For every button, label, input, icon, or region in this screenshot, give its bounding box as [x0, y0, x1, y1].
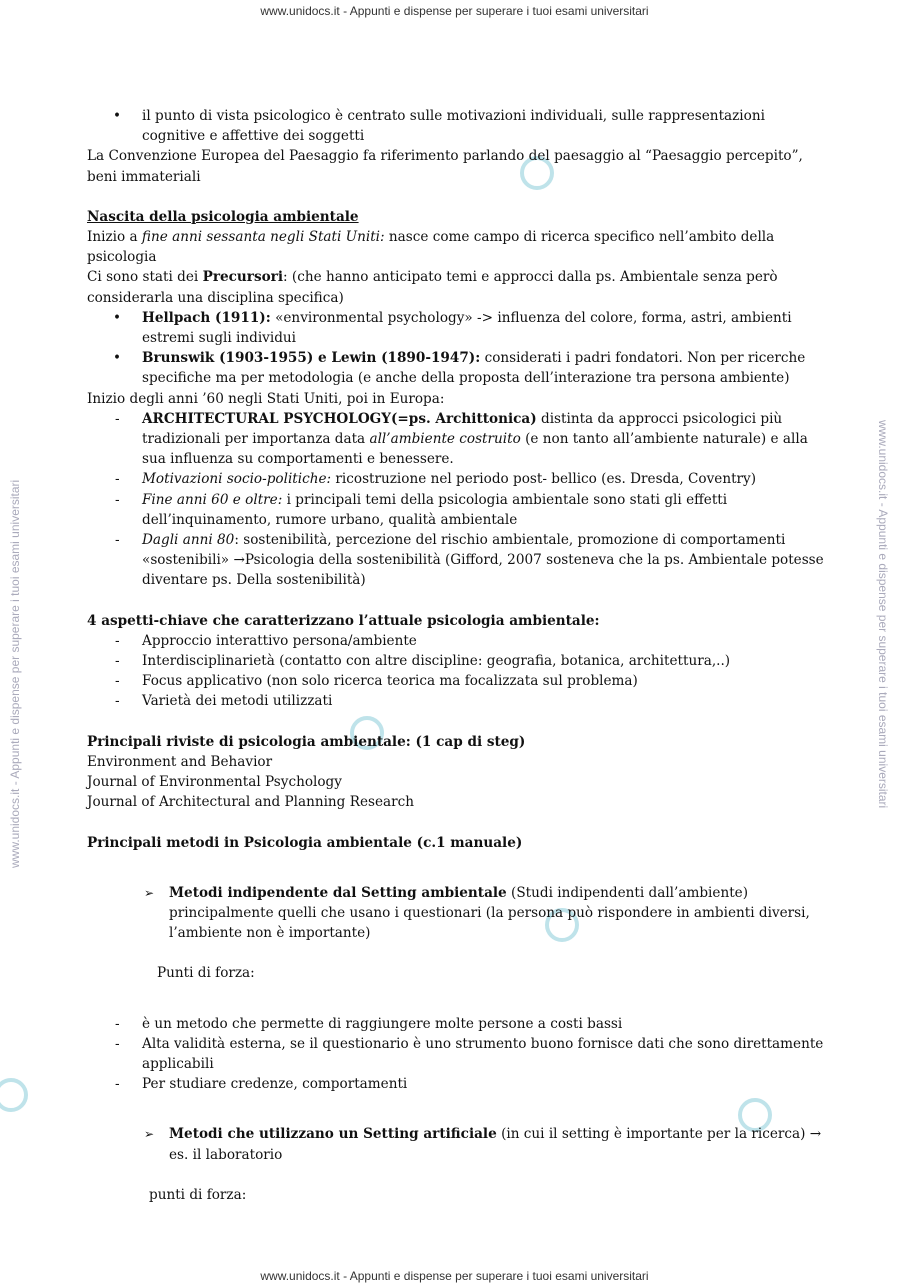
- section-heading: Principali riviste di psicologia ambientale: (1 cap di steg): [87, 733, 526, 750]
- methods-list-1: [87, 883, 827, 944]
- list-item: - Interdisciplinarietà (contatto con altre discipline: geografia, botanica, architettura,..): [87, 651, 827, 671]
- paragraph: Inizio a fine anni sessanta negli Stati Uniti: nasce come campo di ricerca specifico nell’ambito della psicologia: [87, 229, 775, 266]
- section-heading: Nascita della psicologia ambientale: [87, 208, 359, 225]
- aspects-list: [87, 631, 827, 712]
- strengths-list: [87, 1014, 827, 1095]
- journal-item: Environment and Behavior: [87, 753, 273, 770]
- methods-list-2: [87, 1124, 827, 1164]
- journal-item: Journal of Architectural and Planning Research: [87, 794, 414, 811]
- paragraph: Ci sono stati dei Precursori: (che hanno anticipato temi e approcci dalla ps. Ambientale senza però considerarla una disciplina specifica): [87, 269, 778, 306]
- journal-item: Journal of Environmental Psychology: [87, 774, 342, 791]
- list-item: ➢ Metodi indipendente dal Setting ambientale (Studi indipendenti dall’ambiente) principalmente quelli che usano i questionari (la persona può rispondere in ambienti diversi, l’ambiente non è importante): [87, 883, 827, 944]
- list-item: - Dagli anni 80: sostenibilità, percezione del rischio ambientale, promozione di comportamenti «sostenibili» →Psicologia della sostenibilità (Gifford, 2007 sosteneva che la ps. Ambientale potesse diventare ps. Della sostenibilità): [87, 530, 827, 591]
- right-watermark: www.unidocs.it - Appunti e dispense per superare i tuoi esami universitari: [876, 420, 890, 809]
- paragraph: Punti di forza:: [157, 965, 255, 982]
- list-item: - Alta validità esterna, se il questionario è uno strumento buono fornisce dati che sono direttamente applicabili: [87, 1034, 827, 1074]
- paragraph: La Convenzione Europea del Paesaggio fa riferimento parlando del paesaggio al “Paesaggio percepito”, beni immateriali: [87, 148, 803, 185]
- list-item: - è un metodo che permette di raggiungere molte persone a costi bassi: [87, 1014, 827, 1034]
- list-item: - ARCHITECTURAL PSYCHOLOGY(=ps. Archittonica) distinta da approcci psicologici più tradizionali per importanza data all’ambiente costruito (e non tanto all’ambiente naturale) e alla sua influenza su comportamenti e benessere.: [87, 409, 827, 470]
- left-watermark: www.unidocs.it - Appunti e dispense per superare i tuoi esami universitari: [8, 479, 22, 868]
- list-item: - Approccio interattivo persona/ambiente: [87, 631, 827, 651]
- section-heading: Principali metodi in Psicologia ambientale (c.1 manuale): [87, 834, 523, 851]
- paragraph: punti di forza:: [149, 1186, 247, 1203]
- list-item: • il punto di vista psicologico è centrato sulle motivazioni individuali, sulle rappresentazioni cognitive e affettive dei soggetti: [87, 106, 827, 146]
- footer-banner: www.unidocs.it - Appunti e dispense per superare i tuoi esami universitari: [260, 1269, 649, 1283]
- list-item: - Fine anni 60 e oltre: i principali temi della psicologia ambientale sono stati gli effetti dell’inquinamento, rumore urbano, qualità ambientale: [87, 490, 827, 530]
- list-item: - Per studiare credenze, comportamenti: [87, 1074, 827, 1094]
- document-body: [87, 106, 827, 1205]
- section-heading: 4 aspetti-chiave che caratterizzano l’attuale psicologia ambientale:: [87, 612, 600, 629]
- history-list: [87, 409, 827, 591]
- list-item: • Hellpach (1911): «environmental psychology» -> influenza del colore, forma, astri, ambienti estremi sugli individui: [87, 308, 827, 348]
- paragraph: Inizio degli anni ’60 negli Stati Uniti, poi in Europa:: [87, 390, 445, 407]
- intro-list: [87, 106, 827, 146]
- list-item: - Motivazioni socio-politiche: ricostruzione nel periodo post- bellico (es. Dresda, Coventry): [87, 469, 827, 489]
- list-item: - Varietà dei metodi utilizzati: [87, 691, 827, 711]
- precursors-list: [87, 308, 827, 389]
- watermark-logo-icon: [0, 1078, 28, 1112]
- list-item: • Brunswik (1903-1955) e Lewin (1890-1947): considerati i padri fondatori. Non per ricerche specifiche ma per metodologia (e anche della proposta dell’interazione tra persona ambiente): [87, 348, 827, 388]
- header-banner: www.unidocs.it - Appunti e dispense per superare i tuoi esami universitari: [260, 4, 649, 18]
- list-item: ➢ Metodi che utilizzano un Setting artificiale (in cui il setting è importante per la ricerca) → es. il laboratorio: [87, 1124, 827, 1164]
- list-item: - Focus applicativo (non solo ricerca teorica ma focalizzata sul problema): [87, 671, 827, 691]
